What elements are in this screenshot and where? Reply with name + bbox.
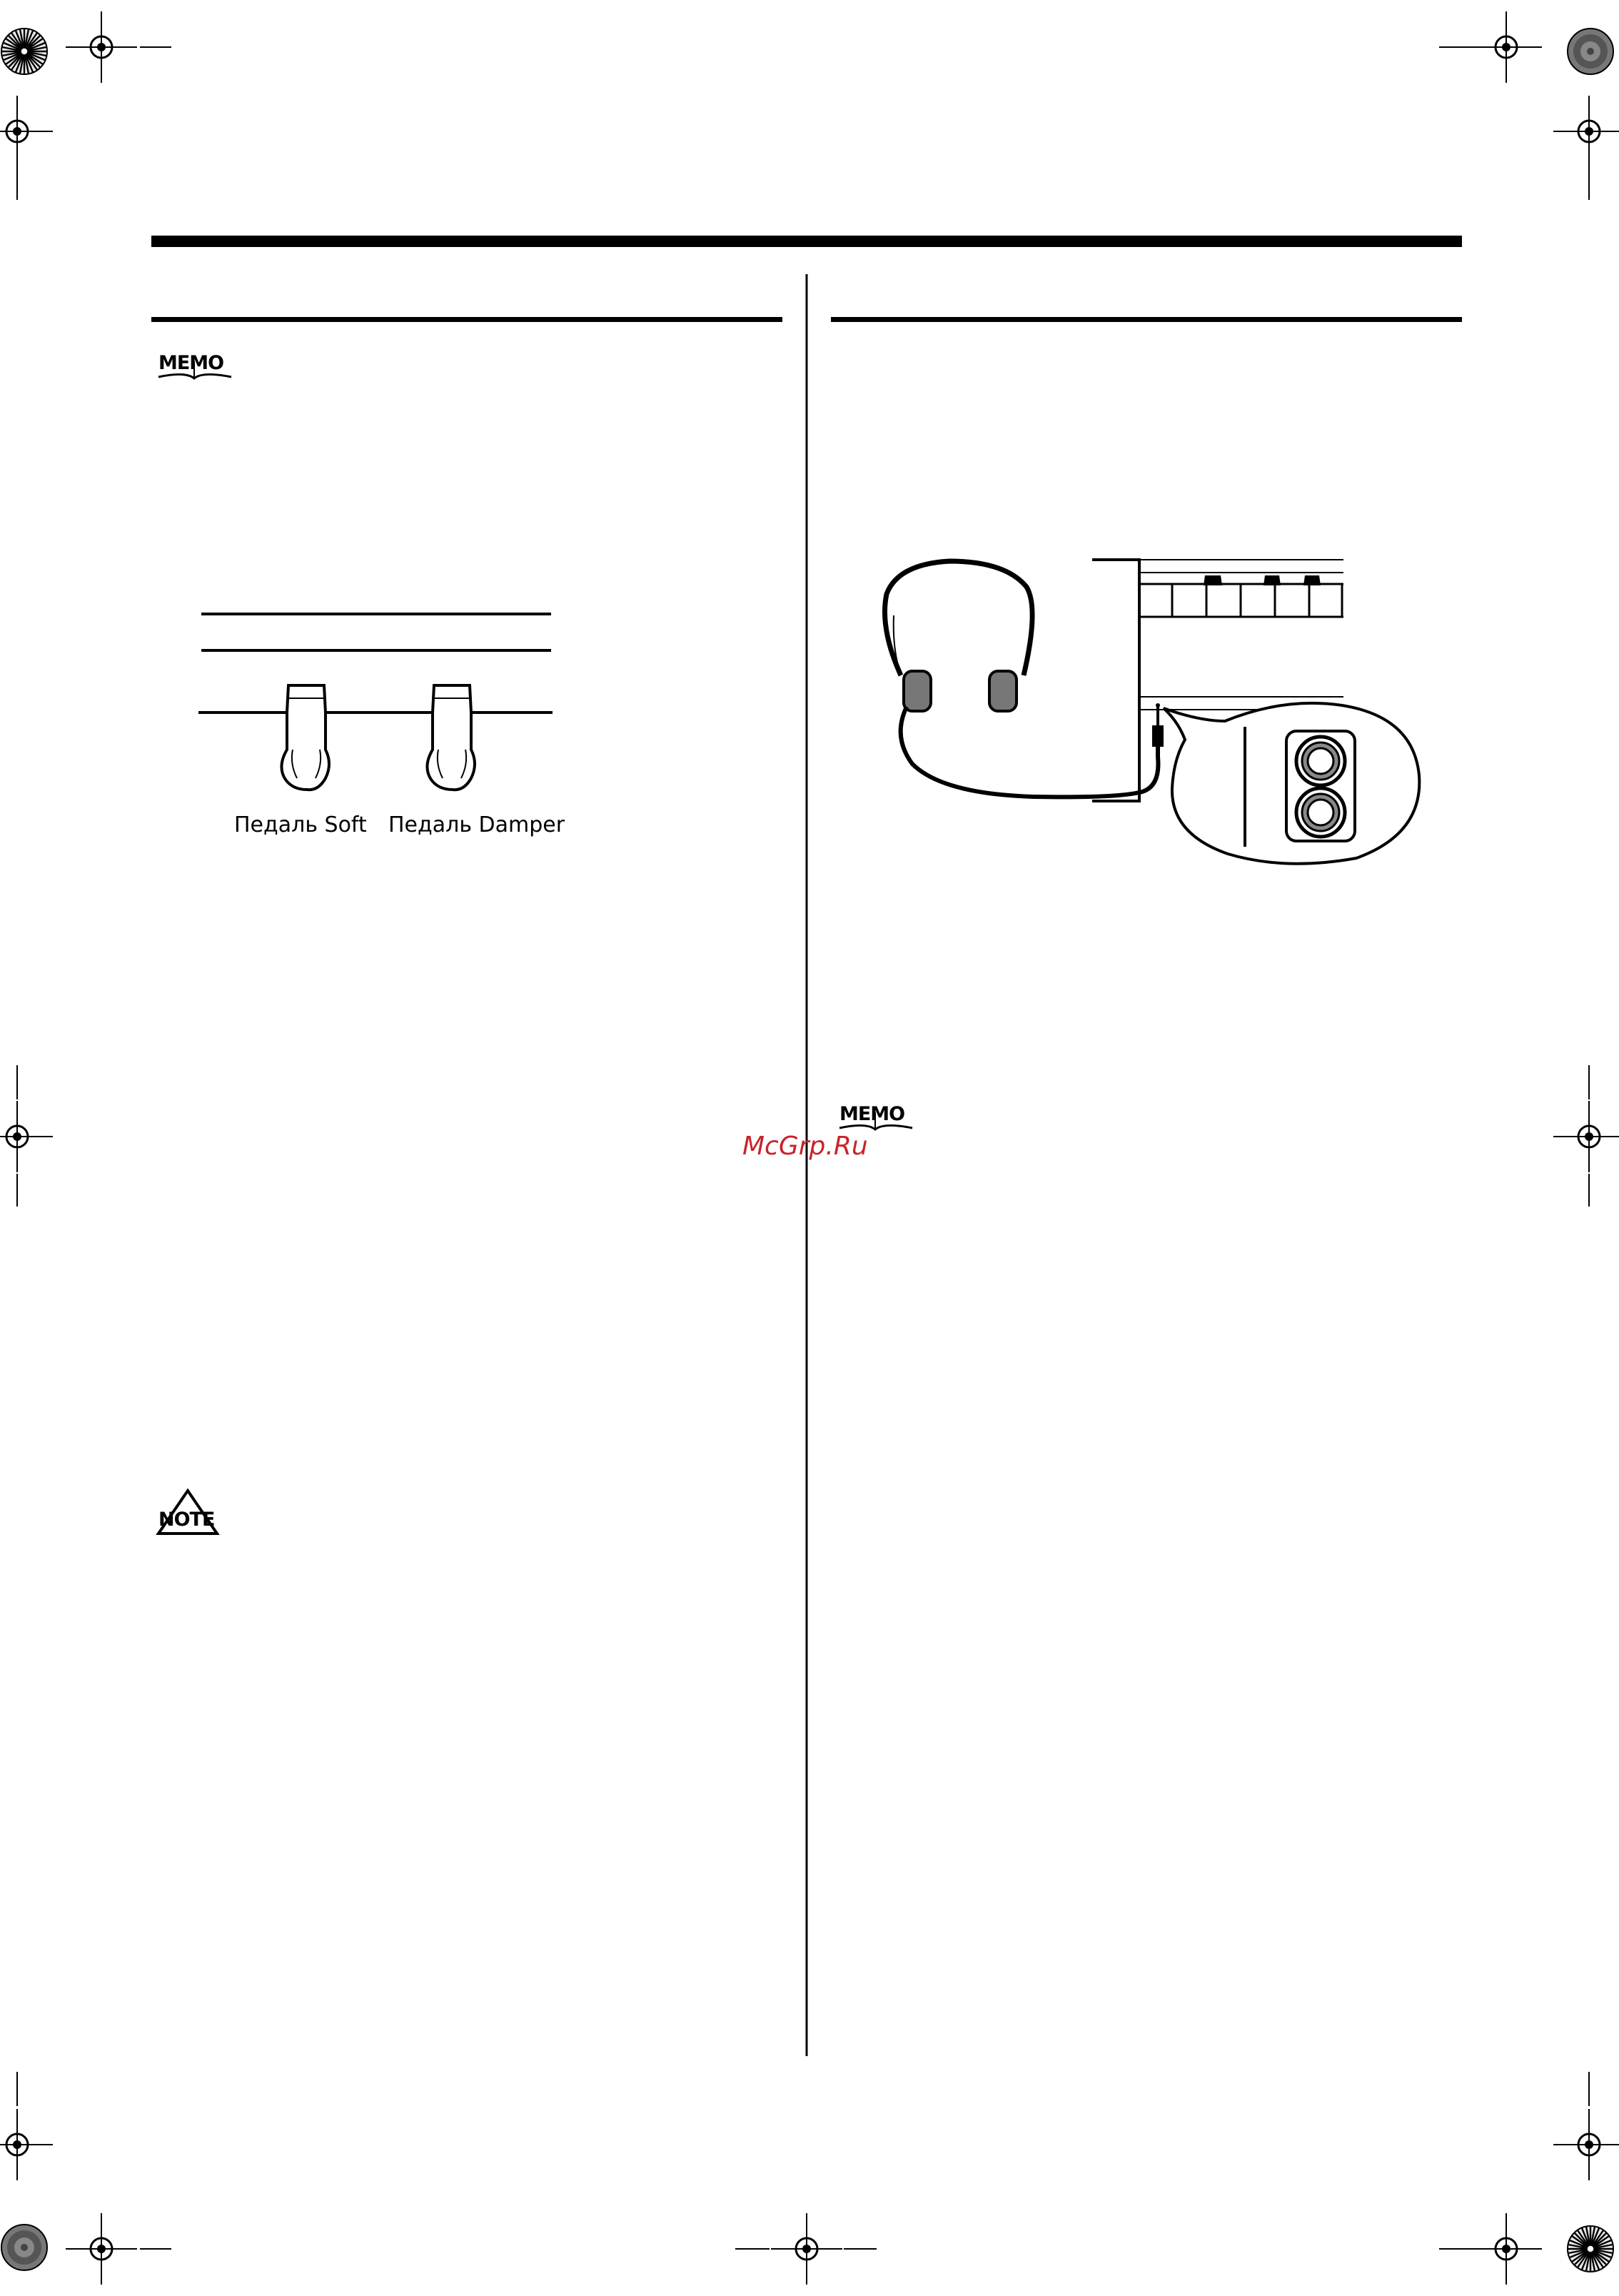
registration-mark-icon [1553, 2109, 1619, 2180]
registration-mark-icon [1553, 1101, 1619, 1172]
registration-mark-icon [0, 1101, 53, 1172]
registration-mark-icon [66, 2213, 137, 2285]
starburst-bottom-left-icon [1, 2225, 47, 2270]
left-earcup-icon [904, 671, 931, 711]
damper-pedal-icon [427, 685, 475, 790]
note-label: NOTE [158, 1509, 215, 1531]
starburst-top-right-icon [1568, 29, 1613, 74]
plug-icon [1152, 725, 1164, 747]
left-section-rule [151, 317, 782, 322]
watermark-text: McGrp.Ru [742, 1132, 868, 1161]
memo-label-left: MEMO [158, 352, 224, 374]
registration-mark-icon [1471, 2213, 1542, 2285]
soft-pedal-icon [281, 685, 329, 790]
registration-mark-icon [0, 2109, 53, 2180]
starburst-top-left-icon [1, 29, 47, 74]
memo-label-right: MEMO [839, 1103, 905, 1125]
registration-mark-icon [1471, 11, 1542, 83]
phones-jack-bottom-icon [1296, 788, 1345, 837]
damper-pedal-label: Педаль Damper [388, 812, 565, 837]
pedal-illustration [198, 614, 553, 790]
starburst-bottom-right-icon [1568, 2226, 1613, 2272]
registration-mark-icon [771, 2213, 842, 2285]
phones-jack-top-icon [1296, 737, 1345, 785]
registration-mark-icon [1553, 96, 1619, 167]
soft-pedal-label: Педаль Soft [234, 812, 367, 837]
headphones-illustration [885, 560, 1420, 864]
header-rule [151, 236, 1462, 247]
registration-mark-icon [0, 96, 53, 167]
right-earcup-icon [989, 671, 1017, 711]
registration-mark-icon [66, 11, 137, 83]
right-section-rule [831, 317, 1462, 322]
